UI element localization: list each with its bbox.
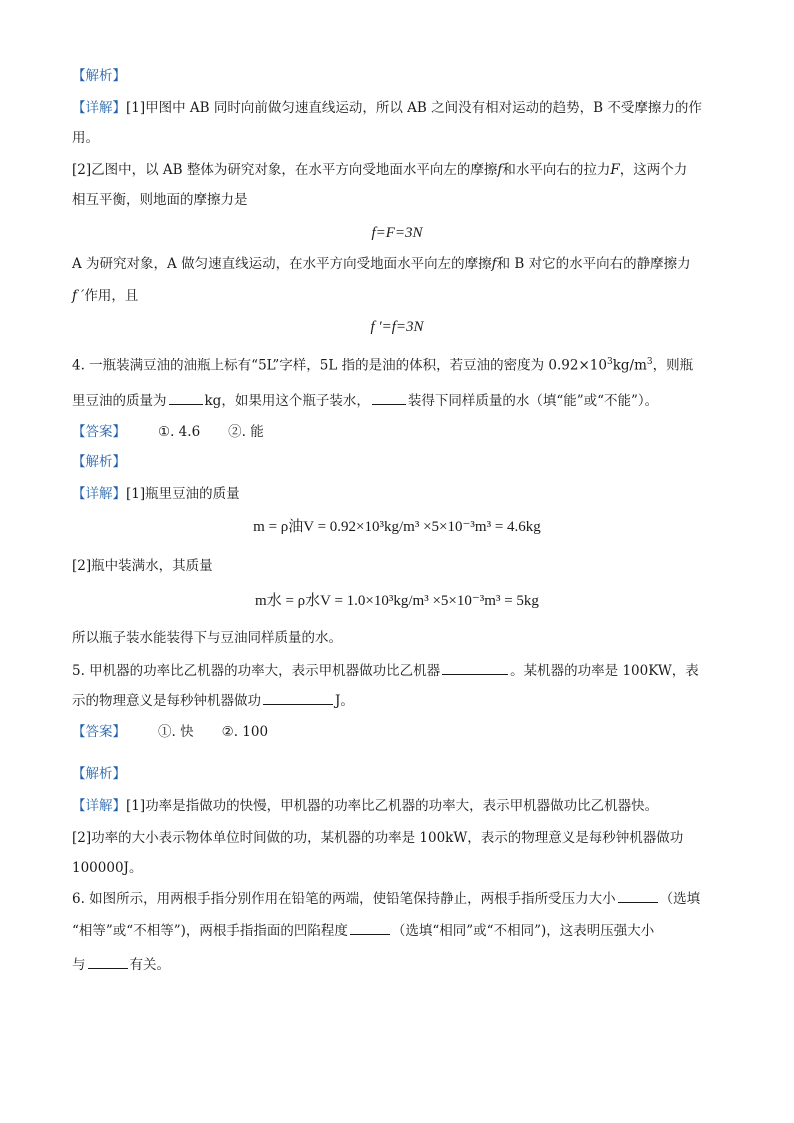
answer-blank-1[interactable]	[442, 660, 508, 675]
answer-blank-1[interactable]	[618, 888, 658, 903]
answer-item-2: ②. 100	[221, 724, 269, 740]
detail-paragraph-2-cont: 相互平衡，则地面的摩擦力是	[72, 192, 248, 208]
detail-q5-1: 【详解】[1]功率是指做功的快慢，甲机器的功率比乙机器的功率大，表示甲机器做功比乙机器快。	[72, 798, 659, 814]
detail-q5-2: [2]功率的大小表示物体单位时间做的功，某机器的功率是 100kW，表示的物理意义是每秒钟机器做功	[72, 830, 684, 846]
answer-row-q5	[72, 722, 296, 742]
answer-label: 【答案】	[72, 724, 126, 740]
analysis-label: 【解析】	[72, 454, 126, 470]
question-4-line-1: 4. 一瓶装满豆油的油瓶上标有“5L”字样，5L 指的是油的体积，若豆油的密度为 $0.92\times 10^3kg/m^3$，则瓶	[72, 357, 694, 374]
question-6-line-1: 6. 如图所示，用两根手指分别作用在铅笔的两端，使铅笔保持静止，两根手指所受压力大小 （选填	[72, 888, 700, 909]
detail-paragraph-1-cont: 用。	[72, 130, 99, 146]
answer-blank-2[interactable]	[263, 690, 333, 705]
answer-label: 【答案】	[72, 424, 126, 440]
question-5-line-2: 示的物理意义是每秒钟机器做功 J。	[72, 690, 354, 711]
equation-water-mass: m水 = ρ水V = 1.0×10³kg/m³ ×5×10⁻³m³ = 5kg	[255, 593, 539, 609]
detail-paragraph-3-cont: f ′作用，且	[72, 288, 139, 304]
answer-blank-1[interactable]	[169, 390, 203, 405]
detail-q4-2: [2]瓶中装满水，其质量	[72, 558, 213, 574]
detail-paragraph-3: A 为研究对象，A 做匀速直线运动，在水平方向受地面水平向左的摩擦f和 B 对它的水平向右的静摩擦力	[72, 256, 691, 272]
answer-item-1: ①. 快	[158, 724, 194, 740]
detail-q4-conclusion: 所以瓶子装水能装得下与豆油同样质量的水。	[72, 630, 342, 646]
answer-item-2: ②. 能	[228, 424, 264, 440]
equation-friction-ground: f=F=3N	[371, 225, 423, 241]
answer-blank-2[interactable]	[350, 920, 390, 935]
equation-oil-mass: m = ρ油V = 0.92×10³kg/m³ ×5×10⁻³m³ = 4.6kg	[253, 519, 541, 535]
question-4-line-2: 里豆油的质量为 kg，如果用这个瓶子装水， 装得下同样质量的水（填“能”或“不能”）。	[72, 390, 658, 411]
question-5-line-1: 5. 甲机器的功率比乙机器的功率大，表示甲机器做功比乙机器 。某机器的功率是 100KW，表	[72, 660, 699, 681]
question-6-line-3: 与 有关。	[72, 954, 170, 975]
answer-row-q4	[72, 422, 292, 442]
detail-q5-2-cont: 100000J。	[72, 860, 143, 876]
detail-paragraph-1: 【详解】[1]甲图中 AB 同时向前做匀速直线运动，所以 AB 之间没有相对运动的趋势，B 不受摩擦力的作	[72, 100, 702, 116]
equation-static-friction: f ′=f=3N	[370, 319, 424, 335]
detail-q4-1: 【详解】[1]瓶里豆油的质量	[72, 486, 240, 502]
analysis-label: 【解析】	[72, 766, 126, 782]
answer-blank-3[interactable]	[88, 954, 128, 969]
answer-item-1: ①. 4.6	[158, 424, 201, 440]
detail-label: 【详解】	[72, 100, 126, 116]
analysis-label: 【解析】	[72, 68, 126, 84]
answer-blank-2[interactable]	[372, 390, 406, 405]
question-6-line-2: “相等”或“不相等”)，两根手指指面的凹陷程度 （选填“相同”或“不相同”)，这表明压强大小	[72, 920, 654, 941]
detail-paragraph-2: [2]乙图中，以 AB 整体为研究对象，在水平方向受地面水平向左的摩擦f和水平向右的拉力F，这两个力	[72, 162, 688, 178]
